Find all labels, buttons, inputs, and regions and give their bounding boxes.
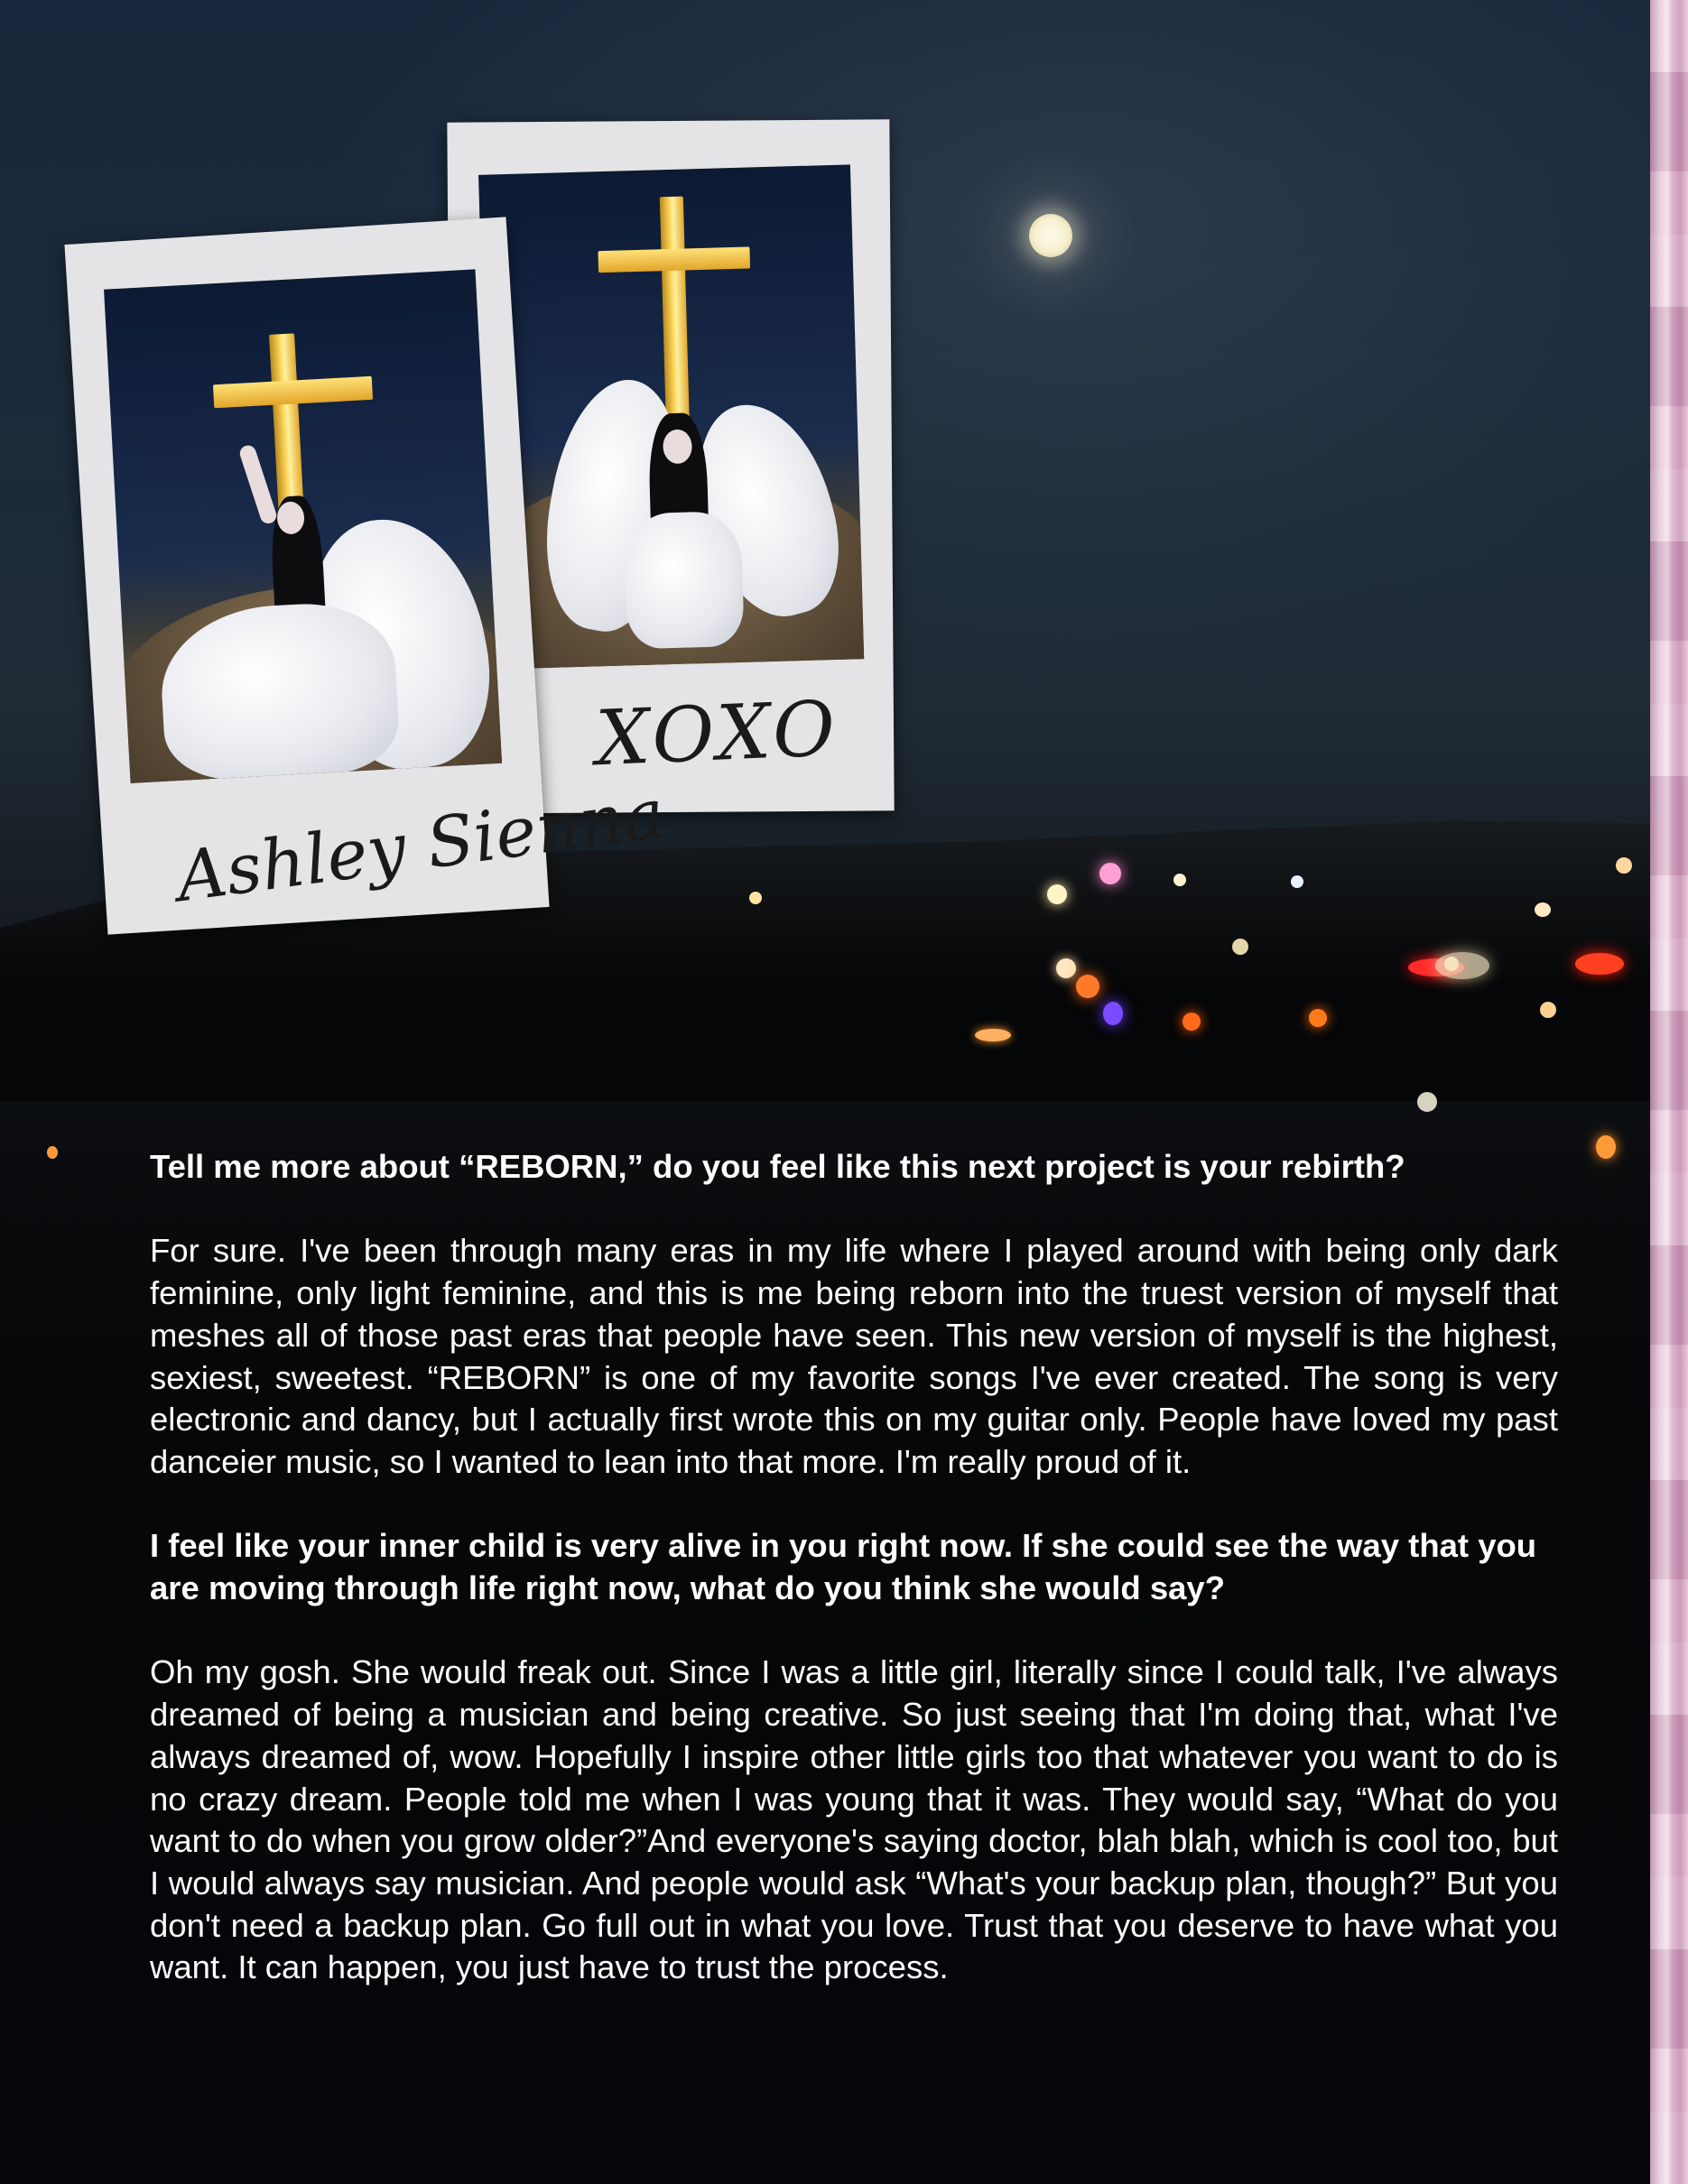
interview-answer: For sure. I've been through many eras in my life where I played around with being only dark feminine, only light feminine, and this is me being reborn into the truest version of myself that meshes all of those past eras that people have seen. This new version of myself is the highest, sexiest, sweetest. “REBORN” is one of my favorite songs I've ever created. The song is very electronic and dancy, but I actually first wrote this on my guitar only. People have loved my past danceier music, so I wanted to lean into that more. I'm really proud of it. — [150, 1232, 1558, 1480]
interview-question: Tell me more about “REBORN,” do you feel like this next project is your rebirth? — [150, 1148, 1405, 1185]
cross-horizontal — [598, 246, 750, 273]
city-light — [1056, 958, 1076, 978]
figure-arm — [237, 443, 278, 525]
city-light — [1076, 975, 1099, 998]
cross-vertical — [660, 197, 690, 423]
city-light — [1047, 884, 1067, 904]
city-light — [1232, 939, 1248, 955]
photo-caption-name: Ashley Sienna — [172, 773, 670, 918]
angel-cross-photo — [478, 164, 864, 669]
interview-article — [150, 1146, 1558, 2031]
interview-question: I feel like your inner child is very alive in you right now. If she could see the way that you are moving through life right now, what do you think she would say? — [150, 1527, 1537, 1606]
city-light — [1103, 1002, 1123, 1025]
city-light — [1417, 1092, 1437, 1112]
city-light — [47, 1146, 58, 1159]
city-light — [1099, 863, 1121, 884]
polaroid-photo-front — [64, 217, 670, 934]
angel-cross-photo — [104, 269, 502, 782]
city-light — [1535, 902, 1551, 917]
city-light — [1309, 1009, 1327, 1027]
city-light — [749, 892, 762, 904]
dress — [624, 511, 745, 650]
city-light — [1435, 952, 1489, 979]
city-light — [1540, 1002, 1556, 1018]
interview-answer: Oh my gosh. She would freak out. Since I was a little girl, literally since I could talk, I've always dreamed of being a musician and being creative. So just seeing that I'm doing that, what I've always dreamed of, wow. Hopefully I inspire other little girls too that whatever you want to do is no crazy dream. People told me when I was young that it was. They would say, “What do you want to do when you grow older?”And everyone's saying doctor, blah blah, which is cool too, but I would always say musician. And people would ask “What's your backup plan, though?” But you don't need a backup plan. Go full out in what you love. Trust that you deserve to have what you want. It can happen, you just have to trust the process. — [150, 1653, 1558, 1986]
city-light — [1575, 953, 1624, 975]
city-light — [1291, 875, 1303, 888]
city-light — [1596, 1135, 1616, 1159]
photo-caption-xoxo: XOXO — [594, 684, 840, 783]
moon — [1029, 214, 1072, 257]
pink-satin-ribbon — [1650, 0, 1688, 2184]
city-light — [1183, 1013, 1201, 1031]
cross-horizontal — [213, 376, 373, 408]
city-light — [975, 1029, 1011, 1041]
city-light — [1616, 857, 1632, 874]
city-light — [1173, 874, 1186, 886]
